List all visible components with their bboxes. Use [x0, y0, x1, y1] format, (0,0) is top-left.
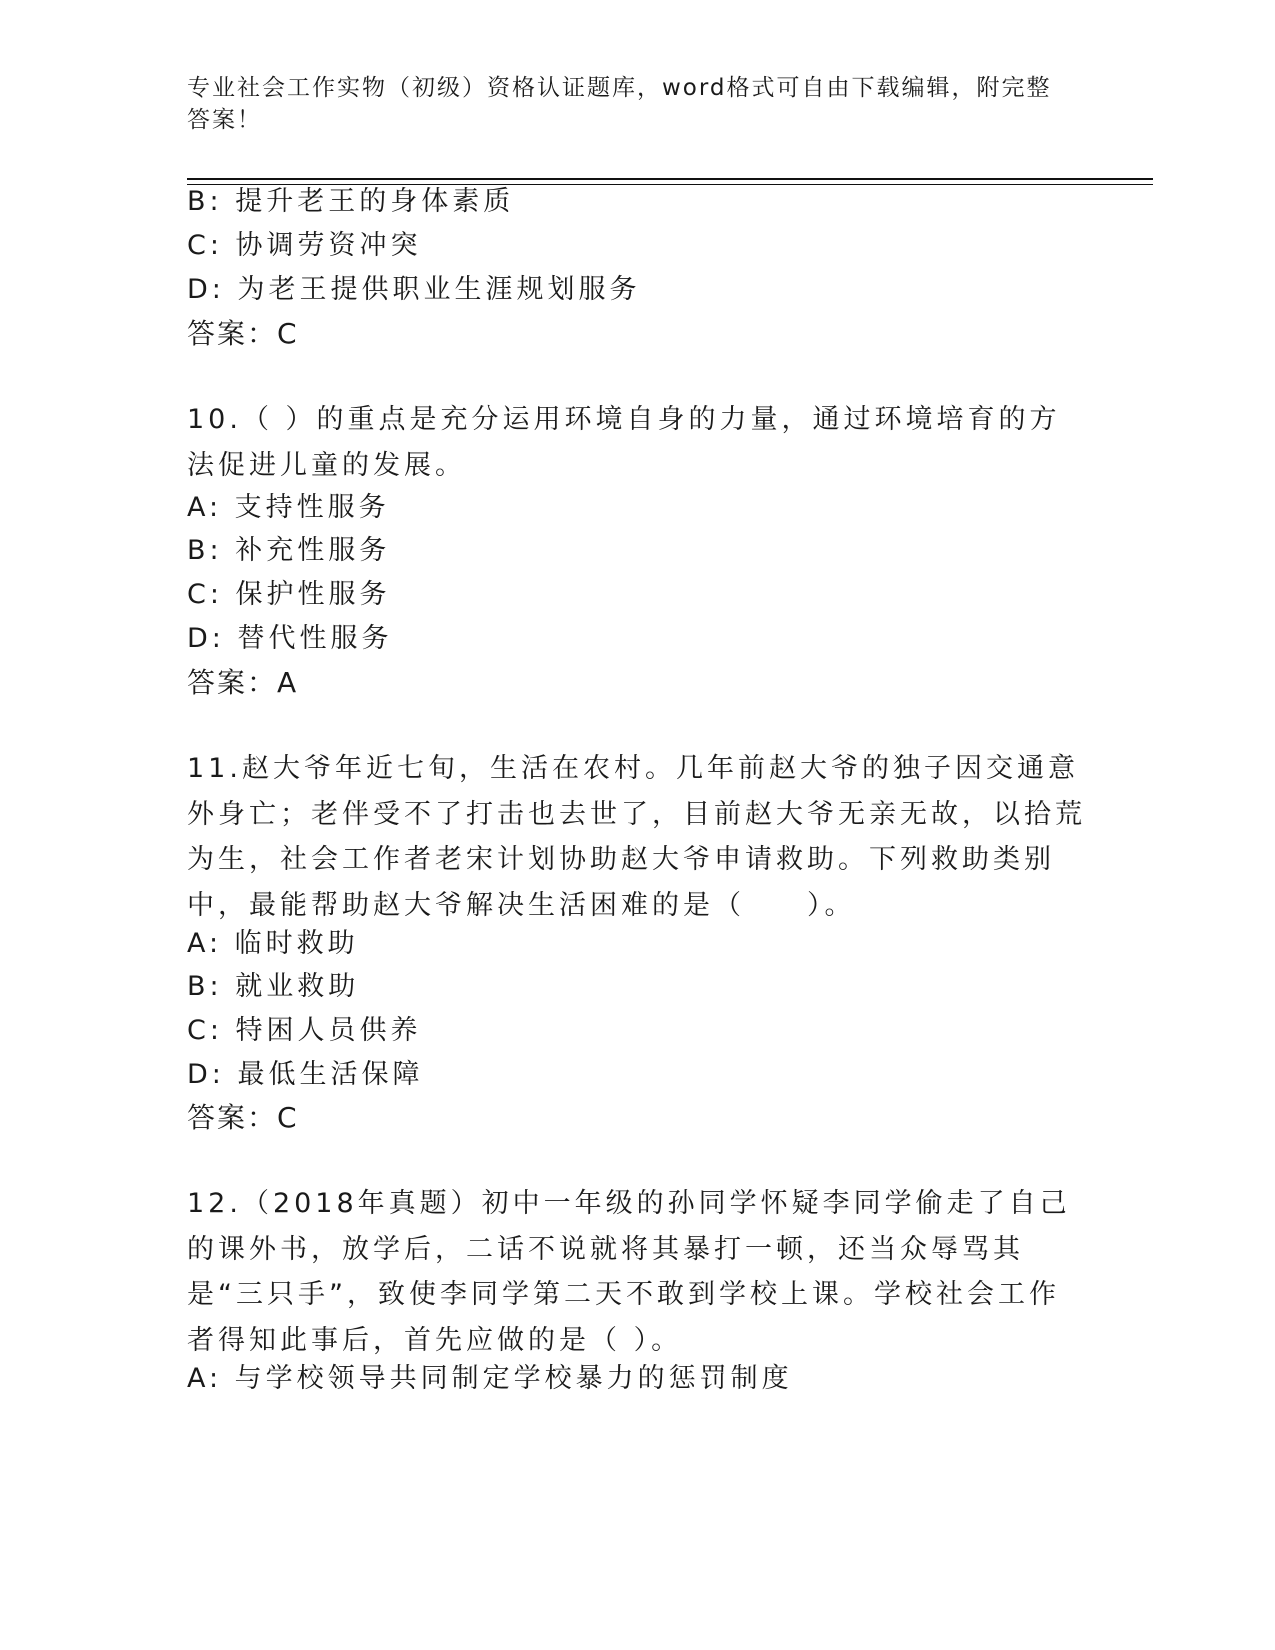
document-header: 专业社会工作实物（初级）资格认证题库，word格式可自由下载编辑，附完整答案！	[187, 75, 1052, 133]
q10-option-d: D: 替代性服务	[187, 623, 393, 654]
q9-option-d: D: 为老王提供职业生涯规划服务	[187, 274, 641, 305]
q12-stem: 12.（2018年真题）初中一年级的孙同学怀疑李同学偷走了自己的课外书，放学后，二话不说就将其暴打一顿，还当众辱骂其是“三只手”，致使李同学第二天不敢到学校上课。学校社会工作者得知此事后，首先应做的是（ ）。	[187, 1188, 1071, 1356]
q11-option-b: B: 就业救助	[187, 971, 360, 1002]
q9-answer: 答案：C	[187, 317, 299, 350]
q10-answer: 答案：A	[187, 666, 299, 699]
q12-option-a: A: 与学校领导共同制定学校暴力的惩罚制度	[187, 1363, 793, 1394]
q11-option-c: C: 特困人员供养	[187, 1015, 422, 1046]
q9-option-c: C: 协调劳资冲突	[187, 230, 422, 261]
q10-option-c: C: 保护性服务	[187, 579, 391, 610]
q11-option-d: D: 最低生活保障	[187, 1059, 424, 1090]
q11-answer: 答案：C	[187, 1101, 299, 1134]
q10-option-b: B: 补充性服务	[187, 535, 391, 566]
q10-option-a: A: 支持性服务	[187, 492, 390, 523]
q11-option-a: A: 临时救助	[187, 928, 359, 959]
q10-stem: 10.（ ）的重点是充分运用环境自身的力量，通过环境培育的方法促进儿童的发展。	[187, 404, 1061, 481]
q9-option-b: B: 提升老王的身体素质	[187, 186, 515, 217]
q11-stem: 11.赵大爷年近七旬，生活在农村。几年前赵大爷的独子因交通意外身亡；老伴受不了打击也去世了，目前赵大爷无亲无故，以拾荒为生，社会工作者老宋计划协助赵大爷申请救助。下列救助类别中，最能帮助赵大爷解决生活困难的是（ ）。	[187, 753, 1086, 921]
